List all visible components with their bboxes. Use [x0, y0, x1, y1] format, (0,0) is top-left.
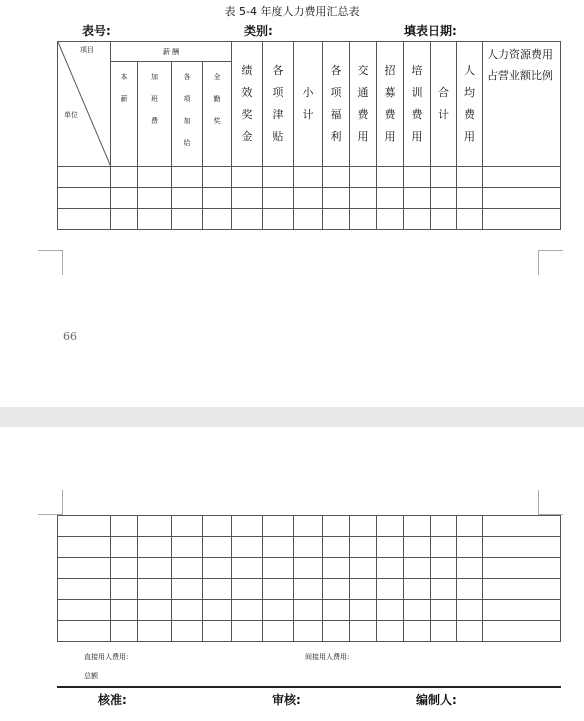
table-cell [377, 558, 404, 579]
table-cell [294, 621, 323, 642]
table-cell [323, 516, 350, 537]
table-cell [138, 537, 172, 558]
table-cell [431, 516, 457, 537]
table-cell [457, 558, 483, 579]
table-cell [232, 579, 263, 600]
table-cell [138, 579, 172, 600]
top-table-body [58, 167, 561, 230]
category-label: 类别: [244, 24, 273, 38]
table-cell [457, 579, 483, 600]
table-cell [377, 188, 404, 209]
table-cell [323, 579, 350, 600]
table-cell [404, 621, 431, 642]
table-cell [377, 537, 404, 558]
table-cell [323, 167, 350, 188]
prepared-by-label: 编制人: [416, 693, 457, 707]
table-cell [58, 167, 111, 188]
col-header: 培训费用 [404, 42, 431, 167]
table-cell [457, 621, 483, 642]
table-cell [203, 537, 232, 558]
table-number-label: 表号: [82, 24, 111, 38]
table-cell [232, 209, 263, 230]
crop-mark [38, 490, 63, 515]
indirect-cost-label: 间接用人费用: [305, 653, 350, 661]
table-cell [404, 167, 431, 188]
table-caption: 表 5-4 年度人力费用汇总表 [224, 5, 360, 18]
col-header: 小计 [294, 42, 323, 167]
table-row [58, 558, 561, 579]
col-header: 全勤奖 [203, 62, 232, 167]
table-cell [111, 537, 138, 558]
table-cell [111, 600, 138, 621]
table-cell [58, 558, 111, 579]
col-header: 加班费 [138, 62, 172, 167]
table-cell [323, 537, 350, 558]
table-cell [350, 537, 377, 558]
table-row [58, 579, 561, 600]
table-cell [203, 516, 232, 537]
table-cell [263, 188, 294, 209]
table-cell [263, 537, 294, 558]
table-cell [483, 558, 561, 579]
table-cell [294, 537, 323, 558]
table-cell [232, 516, 263, 537]
table-cell [58, 600, 111, 621]
table-cell [377, 516, 404, 537]
table-cell [172, 209, 203, 230]
table-cell [172, 579, 203, 600]
table-cell [203, 558, 232, 579]
table-row [58, 209, 561, 230]
table-cell [263, 558, 294, 579]
table-cell [350, 579, 377, 600]
table-cell [431, 600, 457, 621]
table-cell [263, 209, 294, 230]
table-cell [172, 537, 203, 558]
table-cell [58, 579, 111, 600]
table-cell [294, 516, 323, 537]
table-cell [294, 209, 323, 230]
table-cell [483, 537, 561, 558]
diagonal-header-cell [58, 42, 111, 167]
table-cell [263, 600, 294, 621]
table-cell [138, 167, 172, 188]
table-cell [58, 209, 111, 230]
table-cell [431, 621, 457, 642]
table-cell [138, 558, 172, 579]
table-row [58, 188, 561, 209]
salary-group-header: 薪 酬 [111, 42, 232, 62]
table-cell [232, 621, 263, 642]
table-cell [232, 600, 263, 621]
table-cell [483, 188, 561, 209]
table-cell [111, 209, 138, 230]
table-cell [323, 188, 350, 209]
table-cell [58, 621, 111, 642]
col-header: 合计 [431, 42, 457, 167]
table-cell [457, 188, 483, 209]
table-cell [294, 167, 323, 188]
table-cell [323, 621, 350, 642]
col-header: 绩效奖金 [232, 42, 263, 167]
table-cell [138, 621, 172, 642]
table-cell [111, 579, 138, 600]
table-cell [138, 209, 172, 230]
table-cell [111, 558, 138, 579]
table-cell [294, 558, 323, 579]
table-cell [431, 558, 457, 579]
table-cell [58, 188, 111, 209]
summary-table-top [57, 41, 561, 230]
direct-cost-label: 直接用人费用: [84, 653, 129, 661]
col-header: 人均费用 [457, 42, 483, 167]
table-cell [350, 167, 377, 188]
table-cell [263, 579, 294, 600]
table-cell [404, 209, 431, 230]
diagonal-bottom-label: 单位 [64, 111, 78, 119]
bottom-rule [57, 686, 561, 688]
review-label: 审核: [272, 693, 301, 707]
crop-mark [38, 250, 63, 275]
table-cell [263, 167, 294, 188]
table-cell [172, 516, 203, 537]
table-cell [203, 188, 232, 209]
table-cell [350, 621, 377, 642]
table-cell [138, 516, 172, 537]
fill-date-label: 填表日期: [404, 24, 457, 38]
table-row [58, 516, 561, 537]
table-cell [431, 209, 457, 230]
table-cell [457, 516, 483, 537]
table-cell [377, 621, 404, 642]
table-cell [172, 167, 203, 188]
table-row [58, 621, 561, 642]
page-number: 66 [63, 330, 77, 343]
table-cell [58, 516, 111, 537]
summary-table-bottom [57, 515, 561, 642]
table-cell [111, 188, 138, 209]
table-cell [377, 579, 404, 600]
table-row [58, 537, 561, 558]
table-cell [111, 516, 138, 537]
table-cell [377, 167, 404, 188]
table-cell [404, 188, 431, 209]
table-cell [172, 558, 203, 579]
table-cell [232, 167, 263, 188]
table-cell [350, 188, 377, 209]
table-cell [294, 600, 323, 621]
table-cell [294, 579, 323, 600]
table-cell [263, 621, 294, 642]
col-header: 招募费用 [377, 42, 404, 167]
table-cell [457, 167, 483, 188]
table-cell [203, 167, 232, 188]
table-cell [404, 579, 431, 600]
table-cell [404, 516, 431, 537]
table-cell [431, 537, 457, 558]
table-cell [350, 600, 377, 621]
table-cell [377, 600, 404, 621]
table-cell [172, 188, 203, 209]
table-cell [138, 600, 172, 621]
table-cell [203, 579, 232, 600]
approve-label: 核准: [98, 693, 127, 707]
table-cell [294, 188, 323, 209]
table-cell [172, 600, 203, 621]
table-cell [431, 167, 457, 188]
diagonal-line [58, 42, 111, 167]
col-header: 本薪 [111, 62, 138, 167]
page-gap [0, 407, 584, 427]
table-cell [483, 621, 561, 642]
table-cell [483, 209, 561, 230]
table-row [58, 600, 561, 621]
table-cell [111, 167, 138, 188]
table-cell [431, 188, 457, 209]
ratio-column-header: 人力资源费用占营业额比例 [483, 42, 561, 167]
crop-mark [538, 490, 563, 515]
table-cell [203, 600, 232, 621]
table-cell [431, 579, 457, 600]
table-cell [232, 537, 263, 558]
col-header: 交通费用 [350, 42, 377, 167]
table-cell [232, 188, 263, 209]
table-cell [457, 209, 483, 230]
table-cell [483, 167, 561, 188]
table-cell [483, 516, 561, 537]
table-cell [203, 209, 232, 230]
table-cell [404, 537, 431, 558]
table-cell [377, 209, 404, 230]
table-cell [323, 558, 350, 579]
table-cell [58, 537, 111, 558]
table-cell [111, 621, 138, 642]
diagonal-top-label: 项目 [80, 46, 94, 54]
table-cell [404, 600, 431, 621]
table-row [58, 167, 561, 188]
table-cell [138, 188, 172, 209]
table-cell [457, 537, 483, 558]
table-cell [323, 209, 350, 230]
table-cell [203, 621, 232, 642]
crop-mark [538, 250, 563, 275]
table-cell [350, 516, 377, 537]
table-cell [350, 209, 377, 230]
table-cell [483, 579, 561, 600]
table-cell [263, 516, 294, 537]
table-cell [350, 558, 377, 579]
table-cell [232, 558, 263, 579]
bottom-table-body [58, 516, 561, 642]
col-header: 各项福利 [323, 42, 350, 167]
table-cell [483, 600, 561, 621]
table-cell [457, 600, 483, 621]
table-cell [172, 621, 203, 642]
col-header: 各项津贴 [263, 42, 294, 167]
table-cell [404, 558, 431, 579]
table-cell [323, 600, 350, 621]
col-header: 各项加给 [172, 62, 203, 167]
total-label: 总额 [84, 672, 98, 680]
